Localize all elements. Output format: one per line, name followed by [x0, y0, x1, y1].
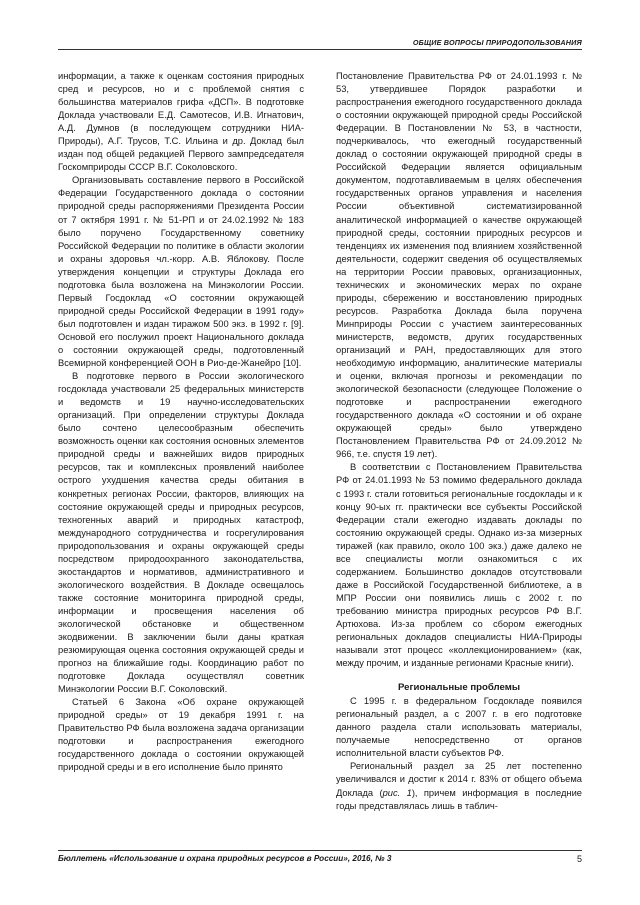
right-column [336, 70, 582, 813]
paragraph-text: ), причем информация в последние годы представлялась лишь в таблич- [336, 787, 582, 811]
paragraph: Постановление Правительства РФ от 24.01.1993 г. № 53, утвердившее Порядок разработки и распространения ежегодного государственного доклада о состоянии окружающей природной среды Российской Федерации. В Постановлении № 53, в частности, подчеркивалось, что ежегодный государственный доклад о состоянии окружающей природной среды в Российской Федерации является официальным документом, подготавливаемым в целях обеспечения государственных органов управления и населения России объективной систематизированной аналитической информацией о качестве окружающей природной среды, состоянии природных ресурсов и тенденциях их изменения под влиянием хозяйственной деятельности, содержит сведения об осуществляемых на территории России правовых, организационных, технических и экономических мерах по охране природы, сбережению и восстановлению природных ресурсов. Разработка Доклада была поручена Минприроды России с участием заинтересованных министерств, ведомств, других государственных организаций и РАН, предоставляющих для этого необходимую информацию, аналитические материалы и оценки, включая прогнозы и рекомендации по экологической безопасности (следующее Положение о подготовке и распространении ежегодного государственного доклада «О состоянии и об охране окружающей среды» было утверждено Постановлением Правительства РФ от 24.09.2012 № 966, т.е. спустя 19 лет). [336, 71, 582, 460]
page-footer [58, 850, 582, 863]
journal-citation: Бюллетень «Использование и охрана природных ресурсов в России», 2016, № 3 [58, 854, 392, 863]
paragraph [336, 760, 582, 812]
paragraph: С 1995 г. в федеральном Госдокладе появился региональный раздел, а с 2007 г. в его подготовке данного раздела стали использовать материалы, получаемые непосредственно от органов исполнительной власти субъектов РФ. [336, 696, 582, 759]
left-column [58, 70, 304, 775]
page-number: 5 [576, 854, 582, 864]
running-head: ОБЩИЕ ВОПРОСЫ ПРИРОДОПОЛЬЗОВАНИЯ [58, 38, 582, 50]
paragraph: В подготовке первого в России экологического госдоклада участвовали 25 федеральных министерств и ведомств и 19 научно-исследовательских организаций. При определении структуры Доклада было сочтено целесообразным обеспечить возможность оценки как состояния основных элементов природной среды и важнейших видов природных ресурсов, так и комплексных проявлений наиболее острого ухудшения качества среды обитания в конкретных регионах России, факторов, влияющих на состояние окружающей среды и природных ресурсов, техногенных аварий и природных катастроф, международного сотрудничества и госрегулирования природопользования и охраны окружающей среды посредством природоохранного законодательства, экостандартов и нормативов, административного и экологического воздействия. В Докладе освещалось также состояние мониторинга природной среды, информации и просвещения населения об экологической обстановке и общественном экодвижении. В заключении были даны краткая резюмирующая оценка состояния окружающей среды и прогноз на ближайшие годы. Координацию работ по подготовке Доклада осуществлял советник Минэкологии России В.Г. Соколовский. [58, 371, 304, 695]
figure-reference: рис. 1 [382, 787, 412, 798]
paragraph: информации, а также к оценкам состояния природных сред и ресурсов, но и с проблемой снятия с большинства материалов грифа «ДСП». В подготовке Доклада участвовали Е.Д. Самотесов, И.В. Игнатович, А.Д. Думнов (в последующем сотрудники НИА-Природы), А.Г. Трусов, Т.С. Ильина и др. Доклад был издан под общей редакцией Первого зампредседателя Госкомприроды СССР В.Г. Соколовского. [58, 71, 304, 173]
paragraph: Организовывать составление первого в Российской Федерации Государственного доклада о состоянии природной среды распоряжениями Президента России от 7 октября 1991 г. № 51-РП и от 24.02.1992 № 183 было поручено Государственному советнику Российской Федерации по политике в области экологии и охраны здоровья чл.-корр. А.В. Яблокову. После утверждения концепции и структуры Доклада его подготовка была возложена на Минэкологии России. Первый Госдоклад «О состоянии окружающей природной среды Российской Федерации в 1991 году» был подготовлен и издан тиражом 500 экз. в 1992 г. [9]. Основой его послужил проект Национального доклада о состоянии окружающей среды, подготовленный Всемирной конференцией ООН в Рио-де-Жанейро [10]. [58, 175, 304, 369]
section-heading: Региональные проблемы [397, 682, 521, 694]
paragraph: Статьей 6 Закона «Об охране окружающей природной среды» от 19 декабря 1991 г. на Правительство РФ была возложена задача организации подготовки и распространения ежегодного государственного доклада о состоянии окружающей природной среды и в его исполнение было принято [58, 697, 304, 773]
paragraph-text: Региональный раздел за 25 лет постепенно увеличивался и достиг к 2014 г. 83% от общего объема Доклада ( [336, 761, 582, 798]
paragraph: В соответствии с Постановлением Правительства РФ от 24.01.1993 № 53 помимо федерального доклада с 1993 г. стали готовиться региональные госдоклады и к концу 90-ых гг. практически все субъекты Российской Федерации стали ежегодно издавать доклады по состоянию окружающей среды. Однако из-за мизерных тиражей (как правило, около 100 экз.) даже далеко не все специалисты могли ознакомиться с их содержанием. Большинство докладов отсутствовали даже в Российской Государственной библиотеке, а в МПР России они появились лишь с 2002 г. по требованию министра природных ресурсов РФ В.Г. Артюхова. Из-за проблем со сбором ежегодных региональных докладов специалисты НИА-Природы называли этот процесс «коллекционированием» (как, между прочим, и изданные регионами Красные книги). [336, 462, 582, 669]
